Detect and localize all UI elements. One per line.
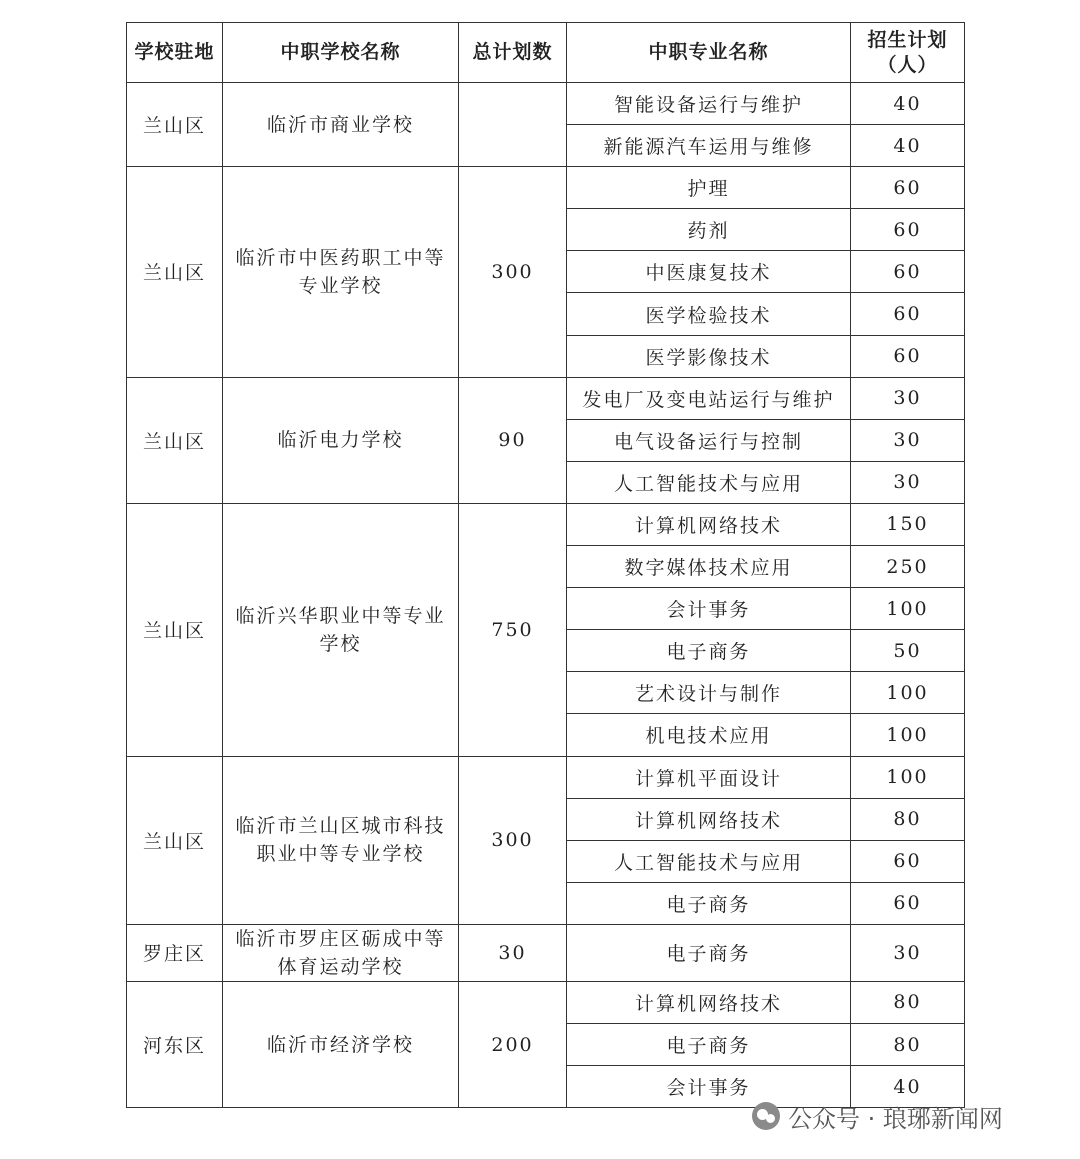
major-name-cell: 电子商务 bbox=[567, 630, 851, 672]
watermark bbox=[752, 1096, 1003, 1136]
table-row bbox=[127, 167, 965, 209]
enrollment-plan-cell: 60 bbox=[851, 840, 965, 882]
major-name-cell: 医学检验技术 bbox=[567, 293, 851, 335]
table-body bbox=[127, 83, 965, 1108]
enrollment-plan-cell: 80 bbox=[851, 798, 965, 840]
major-name-cell: 计算机网络技术 bbox=[567, 503, 851, 545]
enrollment-plan-cell: 250 bbox=[851, 546, 965, 588]
district-cell: 兰山区 bbox=[127, 756, 223, 924]
major-name-cell: 智能设备运行与维护 bbox=[567, 83, 851, 125]
major-name-cell: 计算机网络技术 bbox=[567, 981, 851, 1023]
table-row bbox=[127, 981, 965, 1023]
total-plan-cell: 750 bbox=[459, 503, 567, 756]
enrollment-plan-cell: 50 bbox=[851, 630, 965, 672]
major-name-cell: 计算机网络技术 bbox=[567, 798, 851, 840]
major-name-cell: 医学影像技术 bbox=[567, 335, 851, 377]
district-cell: 兰山区 bbox=[127, 83, 223, 167]
major-name-cell: 电子商务 bbox=[567, 1023, 851, 1065]
enrollment-plan-cell: 40 bbox=[851, 1066, 965, 1108]
major-name-cell: 药剂 bbox=[567, 209, 851, 251]
district-cell: 河东区 bbox=[127, 981, 223, 1107]
major-name-cell: 数字媒体技术应用 bbox=[567, 546, 851, 588]
major-name-cell: 人工智能技术与应用 bbox=[567, 461, 851, 503]
header-plan: 招生计划（人） bbox=[851, 23, 965, 83]
enrollment-plan-cell: 150 bbox=[851, 503, 965, 545]
major-name-cell: 艺术设计与制作 bbox=[567, 672, 851, 714]
major-name-cell: 新能源汽车运用与维修 bbox=[567, 125, 851, 167]
school-name-cell: 临沂市中医药职工中等专业学校 bbox=[223, 167, 459, 377]
header-major: 中职专业名称 bbox=[567, 23, 851, 83]
district-cell: 兰山区 bbox=[127, 377, 223, 503]
major-name-cell: 电气设备运行与控制 bbox=[567, 419, 851, 461]
total-plan-cell: 90 bbox=[459, 377, 567, 503]
district-cell: 罗庄区 bbox=[127, 924, 223, 981]
enrollment-plan-cell: 60 bbox=[851, 167, 965, 209]
enrollment-plan-cell: 30 bbox=[851, 924, 965, 981]
enrollment-plan-cell: 60 bbox=[851, 335, 965, 377]
school-name-cell: 临沂电力学校 bbox=[223, 377, 459, 503]
major-name-cell: 人工智能技术与应用 bbox=[567, 840, 851, 882]
major-name-cell: 发电厂及变电站运行与维护 bbox=[567, 377, 851, 419]
school-name-cell: 临沂市兰山区城市科技职业中等专业学校 bbox=[223, 756, 459, 924]
enrollment-plan-cell: 60 bbox=[851, 251, 965, 293]
enrollment-plan-cell: 80 bbox=[851, 1023, 965, 1065]
header-total: 总计划数 bbox=[459, 23, 567, 83]
enrollment-plan-table bbox=[126, 22, 965, 1108]
table-row bbox=[127, 756, 965, 798]
total-plan-cell: 300 bbox=[459, 756, 567, 924]
total-plan-cell bbox=[459, 83, 567, 167]
enrollment-plan-cell: 100 bbox=[851, 672, 965, 714]
header-school: 中职学校名称 bbox=[223, 23, 459, 83]
table-row bbox=[127, 83, 965, 125]
enrollment-plan-cell: 40 bbox=[851, 125, 965, 167]
total-plan-cell: 30 bbox=[459, 924, 567, 981]
district-cell: 兰山区 bbox=[127, 167, 223, 377]
enrollment-plan-cell: 60 bbox=[851, 209, 965, 251]
district-cell: 兰山区 bbox=[127, 503, 223, 756]
enrollment-plan-cell: 80 bbox=[851, 981, 965, 1023]
header-row bbox=[127, 23, 965, 83]
header-district: 学校驻地 bbox=[127, 23, 223, 83]
major-name-cell: 电子商务 bbox=[567, 924, 851, 981]
table-row bbox=[127, 377, 965, 419]
enrollment-plan-cell: 100 bbox=[851, 714, 965, 756]
enrollment-plan-cell: 40 bbox=[851, 83, 965, 125]
major-name-cell: 会计事务 bbox=[567, 1066, 851, 1108]
total-plan-cell: 200 bbox=[459, 981, 567, 1107]
enrollment-plan-cell: 100 bbox=[851, 756, 965, 798]
school-name-cell: 临沂市罗庄区砺成中等体育运动学校 bbox=[223, 924, 459, 981]
total-plan-cell: 300 bbox=[459, 167, 567, 377]
major-name-cell: 护理 bbox=[567, 167, 851, 209]
school-name-cell: 临沂兴华职业中等专业学校 bbox=[223, 503, 459, 756]
major-name-cell: 电子商务 bbox=[567, 882, 851, 924]
table-row bbox=[127, 924, 965, 981]
enrollment-plan-cell: 100 bbox=[851, 588, 965, 630]
school-name-cell: 临沂市经济学校 bbox=[223, 981, 459, 1107]
enrollment-plan-cell: 60 bbox=[851, 882, 965, 924]
enrollment-plan-cell: 30 bbox=[851, 377, 965, 419]
table-row bbox=[127, 503, 965, 545]
major-name-cell: 会计事务 bbox=[567, 588, 851, 630]
enrollment-plan-cell: 60 bbox=[851, 293, 965, 335]
major-name-cell: 机电技术应用 bbox=[567, 714, 851, 756]
wechat-icon bbox=[752, 1102, 780, 1130]
major-name-cell: 计算机平面设计 bbox=[567, 756, 851, 798]
enrollment-plan-cell: 30 bbox=[851, 419, 965, 461]
major-name-cell: 中医康复技术 bbox=[567, 251, 851, 293]
enrollment-plan-cell: 30 bbox=[851, 461, 965, 503]
school-name-cell: 临沂市商业学校 bbox=[223, 83, 459, 167]
watermark-text: 公众号 · 琅琊新闻网 bbox=[788, 1104, 1003, 1133]
